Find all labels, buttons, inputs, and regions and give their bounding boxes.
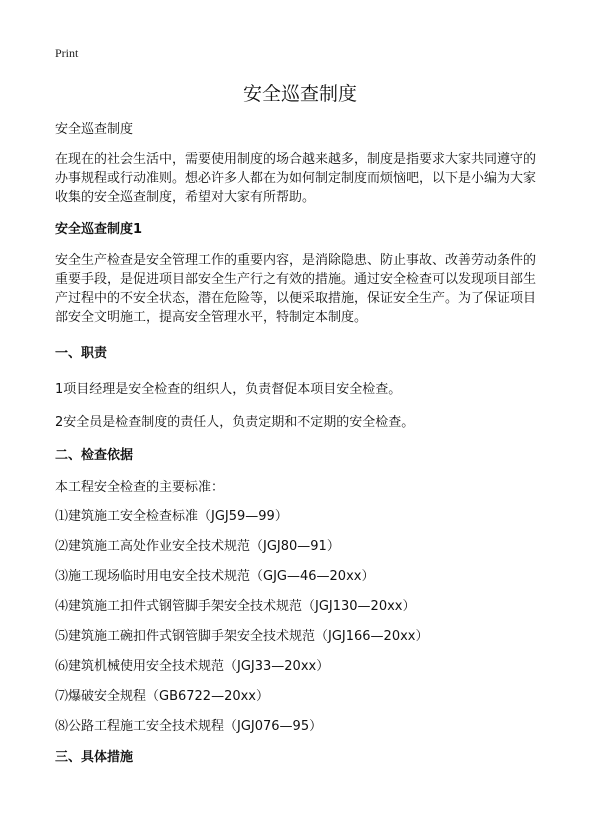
basis-intro: 本工程安全检查的主要标准： xyxy=(55,480,225,495)
duty-item: 2安全员是检查制度的责任人，负责定期和不定期的安全检查。 xyxy=(55,415,415,430)
document-title: 安全巡查制度 xyxy=(242,83,357,105)
measures-heading: 三、具体措施 xyxy=(55,750,134,765)
section1-heading: 安全巡查制度1 xyxy=(55,222,143,237)
standard-item: ⑺爆破安全规程（GB6722—20xx） xyxy=(55,689,270,704)
section1-paragraph: 安全生产检查是安全管理工作的重要内容，是消除隐患、防止事故、改善劳动条件的重要手段，是促进项目部安全生产行之有效的措施。通过安全检查可以发现项目部生产过程中的不安全状态，潜在危险等，以便采取措施，保证安全生产。为了保证项目部安全文明施工，提高安全管理水平，特制定本制度。 xyxy=(55,253,537,325)
document-subtitle: 安全巡查制度 xyxy=(55,122,134,137)
standard-item: ⑴建筑施工安全检查标准（JGJ59—99） xyxy=(55,509,288,524)
standard-item: ⑷建筑施工扣件式钢管脚手架安全技术规范（JGJ130—20xx） xyxy=(55,599,416,614)
intro-paragraph: 在现在的社会生活中，需要使用制度的场合越来越多，制度是指要求大家共同遵守的办事规程或行动准则。想必许多人都在为如何制定制度而烦恼吧，以下是小编为大家收集的安全巡查制度，希望对大家有所帮助。 xyxy=(55,152,537,205)
standard-item: ⑵建筑施工高处作业安全技术规范（JGJ80—91） xyxy=(55,539,340,554)
standard-item: ⑶施工现场临时用电安全技术规范（GJG—46—20xx） xyxy=(55,569,375,584)
document-body xyxy=(55,120,547,767)
standard-item: ⑹建筑机械使用安全技术规范（JGJ33—20xx） xyxy=(55,659,330,674)
standard-item: ⑸建筑施工碗扣件式钢管脚手架安全技术规范（JGJ166—20xx） xyxy=(55,629,429,644)
basis-heading: 二、检查依据 xyxy=(55,448,134,463)
duties-heading: 一、职责 xyxy=(55,346,108,361)
print-label: Print xyxy=(55,46,79,60)
duty-item: 1项目经理是安全检查的组织人，负责督促本项目安全检查。 xyxy=(55,382,402,397)
standard-item: ⑻公路工程施工安全技术规程（JGJ076—95） xyxy=(55,719,323,734)
